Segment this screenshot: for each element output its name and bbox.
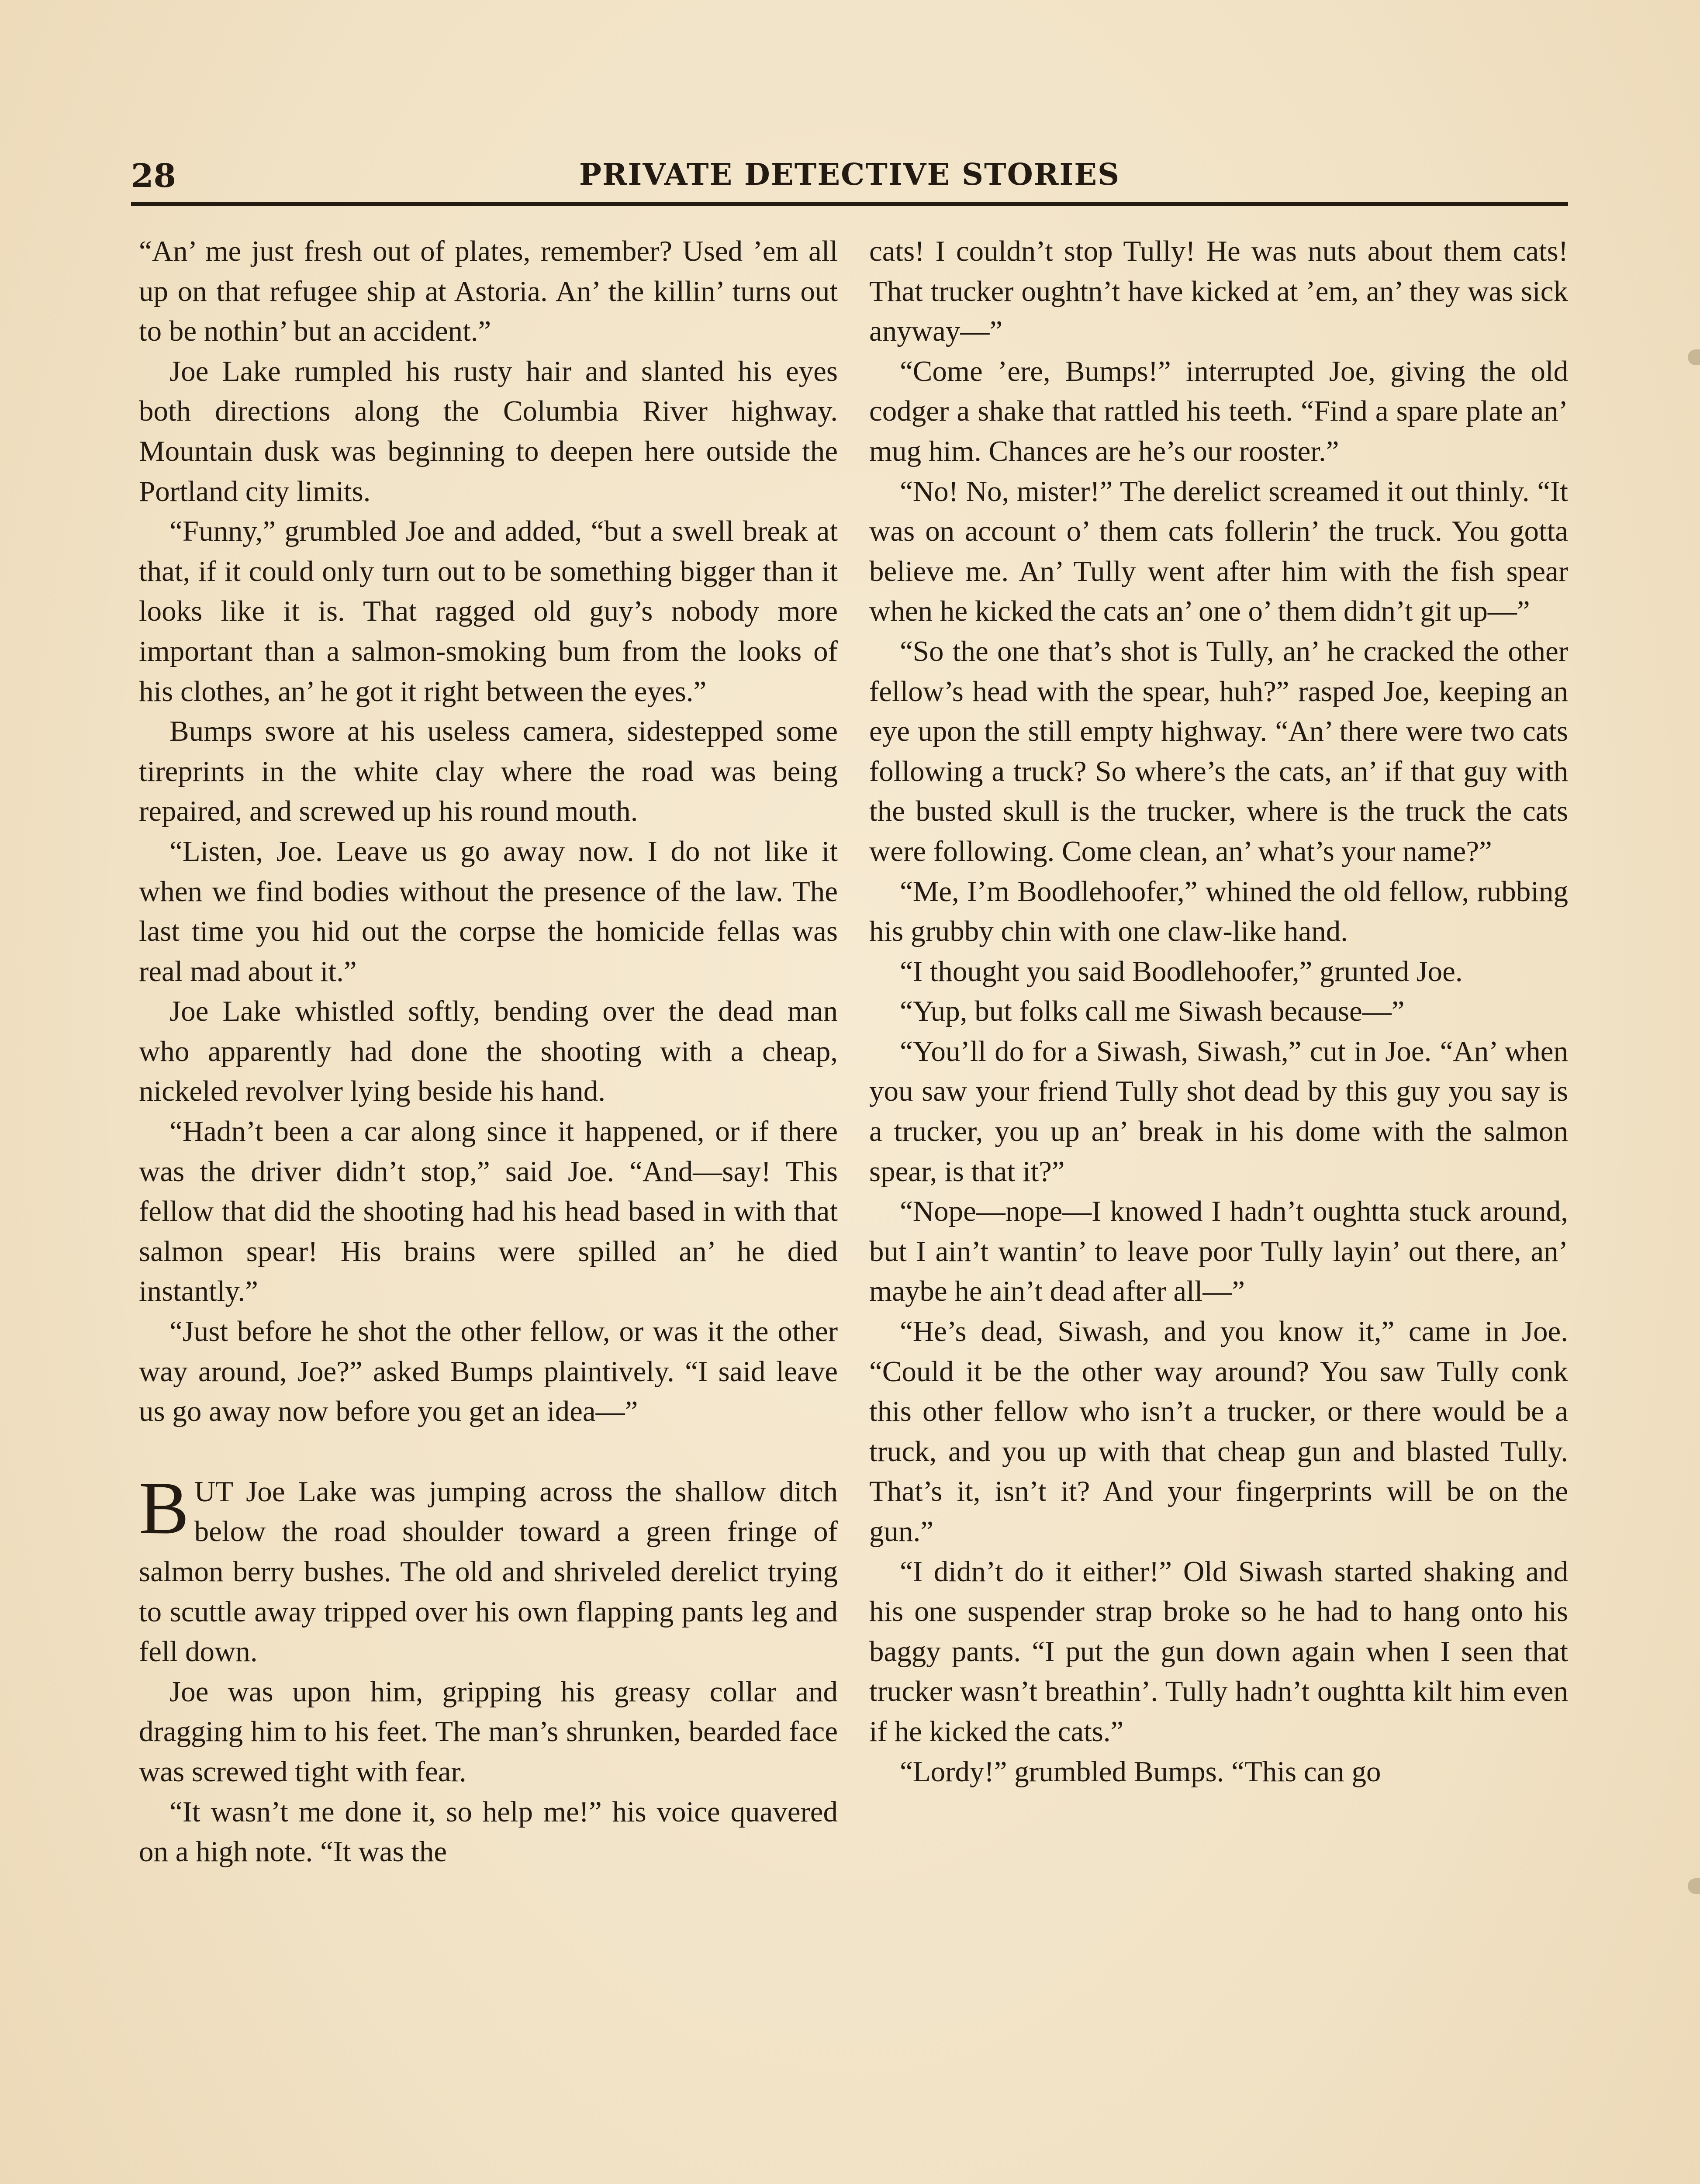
right-column <box>869 232 1568 1792</box>
paragraph: “He’s dead, Siwash, and you know it,” came in Joe. “Could it be the other way around? You saw Tully conk this other fellow who isn’t a trucker, or there would be a truck, and you up with that cheap gun and blasted Tully. That’s it, isn’t it? And your fingerprints will be on the gun.” <box>869 1315 1568 1548</box>
paragraph: “Come ’ere, Bumps!” interrupted Joe, giving the old codger a shake that rattled his teeth. “Find a spare plate an’ mug him. Chances are he’s our rooster.” <box>869 355 1568 467</box>
page-number: 28 <box>131 157 176 195</box>
paragraph: “Listen, Joe. Leave us go away now. I do not like it when we find bodies without the presence of the law. The last time you hid out the corpse the homicide fellas was real mad about it.” <box>139 835 838 988</box>
paragraph: “No! No, mister!” The derelict screamed it out thinly. “It was on account o’ them cats follerin’ the truck. You gotta believe me. An’ Tully went after him with the fish spear when he kicked the cats an’ one o’ them didn’t git up—” <box>869 475 1568 628</box>
page-header <box>131 153 1568 205</box>
paragraph: “Funny,” grumbled Joe and added, “but a swell break at that, if it could only turn out to be something bigger than it looks like it is. That ragged old guy’s nobody more important than a salmon-smoking bum from the looks of his clothes, an’ he got it right between the eyes.” <box>139 515 838 708</box>
paragraph: Bumps swore at his useless camera, sidestepped some tireprints in the white clay where the road was being repaired, and screwed up his round mouth. <box>139 715 838 828</box>
header-rule <box>131 202 1568 206</box>
binding-punch-hole <box>1688 1878 1700 1894</box>
paragraph: Joe Lake rumpled his rusty hair and slanted his eyes both directions along the Columbia River highway. Mountain dusk was beginning to deepen here outside the Portland city limits. <box>139 355 838 508</box>
section-break-paragraph <box>139 1466 838 1672</box>
paragraph: “I didn’t do it either!” Old Siwash started shaking and his one suspender strap broke so he had to hang onto his baggy pants. “I put the gun down again when I seen that trucker wasn’t breathin’. Tully hadn’t oughtta kilt him even if he kicked the cats.” <box>869 1555 1568 1748</box>
paragraph: “An’ me just fresh out of plates, remember? Used ’em all up on that refugee ship at Astoria. An’ the killin’ turns out to be nothin’ but an accident.” <box>139 235 838 348</box>
paragraph: “You’ll do for a Siwash, Siwash,” cut in Joe. “An’ when you saw your friend Tully shot dead by this guy you say is a trucker, you up an’ break in his dome with the salmon spear, is that it?” <box>869 1035 1568 1188</box>
paragraph: Joe was upon him, gripping his greasy collar and dragging him to his feet. The man’s shrunken, bearded face was screwed tight with fear. <box>139 1675 838 1788</box>
section-break-text: UT Joe Lake was jumping across the shallow ditch below the road shoulder toward a green fringe of salmon berry bushes. The old and shriveled derelict trying to scuttle away tripped over his own flapping pants leg and fell down. <box>139 1475 838 1668</box>
paragraph: “Yup, but folks call me Siwash because—” <box>900 995 1405 1028</box>
paragraph: “It wasn’t me done it, so help me!” his voice quavered on a high note. “It was the <box>139 1795 838 1868</box>
paragraph: “Just before he shot the other fellow, or was it the other way around, Joe?” asked Bumps plaintively. “I said leave us go away now before you get an idea—” <box>139 1315 838 1428</box>
paragraph: “So the one that’s shot is Tully, an’ he cracked the other fellow’s head with the spear, huh?” rasped Joe, keeping an eye upon the still empty highway. “An’ there were two cats following a truck? So where’s the cats, an’ if that guy with the busted skull is the trucker, where is the truck the cats were following. Come clean, an’ what’s your name?” <box>869 635 1568 867</box>
drop-cap: B <box>139 1466 189 1550</box>
paragraph: “Me, I’m Boodlehoofer,” whined the old fellow, rubbing his grubby chin with one claw-like hand. <box>869 875 1568 948</box>
paragraph: “I thought you said Boodlehoofer,” grunted Joe. <box>900 955 1463 988</box>
paragraph: Joe Lake whistled softly, bending over the dead man who apparently had done the shooting with a cheap, nickeled revolver lying beside his hand. <box>139 995 838 1108</box>
paragraph: “Lordy!” grumbled Bumps. “This can go <box>900 1755 1381 1788</box>
binding-punch-hole <box>1688 349 1700 365</box>
running-title: PRIVATE DETECTIVE STORIES <box>579 157 1120 192</box>
paragraph: “Nope—nope—I knowed I hadn’t oughtta stuck around, but I ain’t wantin’ to leave poor Tully layin’ out there, an’ maybe he ain’t dead after all—” <box>869 1195 1568 1308</box>
left-column <box>139 232 838 1872</box>
paragraph: “Hadn’t been a car along since it happened, or if there was the driver didn’t stop,” said Joe. “And—say! This fellow that did the shooting had his head based in with that salmon spear! His brains were spilled an’ he died instantly.” <box>139 1115 838 1308</box>
paragraph: cats! I couldn’t stop Tully! He was nuts about them cats! That trucker oughtn’t have kicked at ’em, an’ they was sick anyway—” <box>869 235 1568 348</box>
